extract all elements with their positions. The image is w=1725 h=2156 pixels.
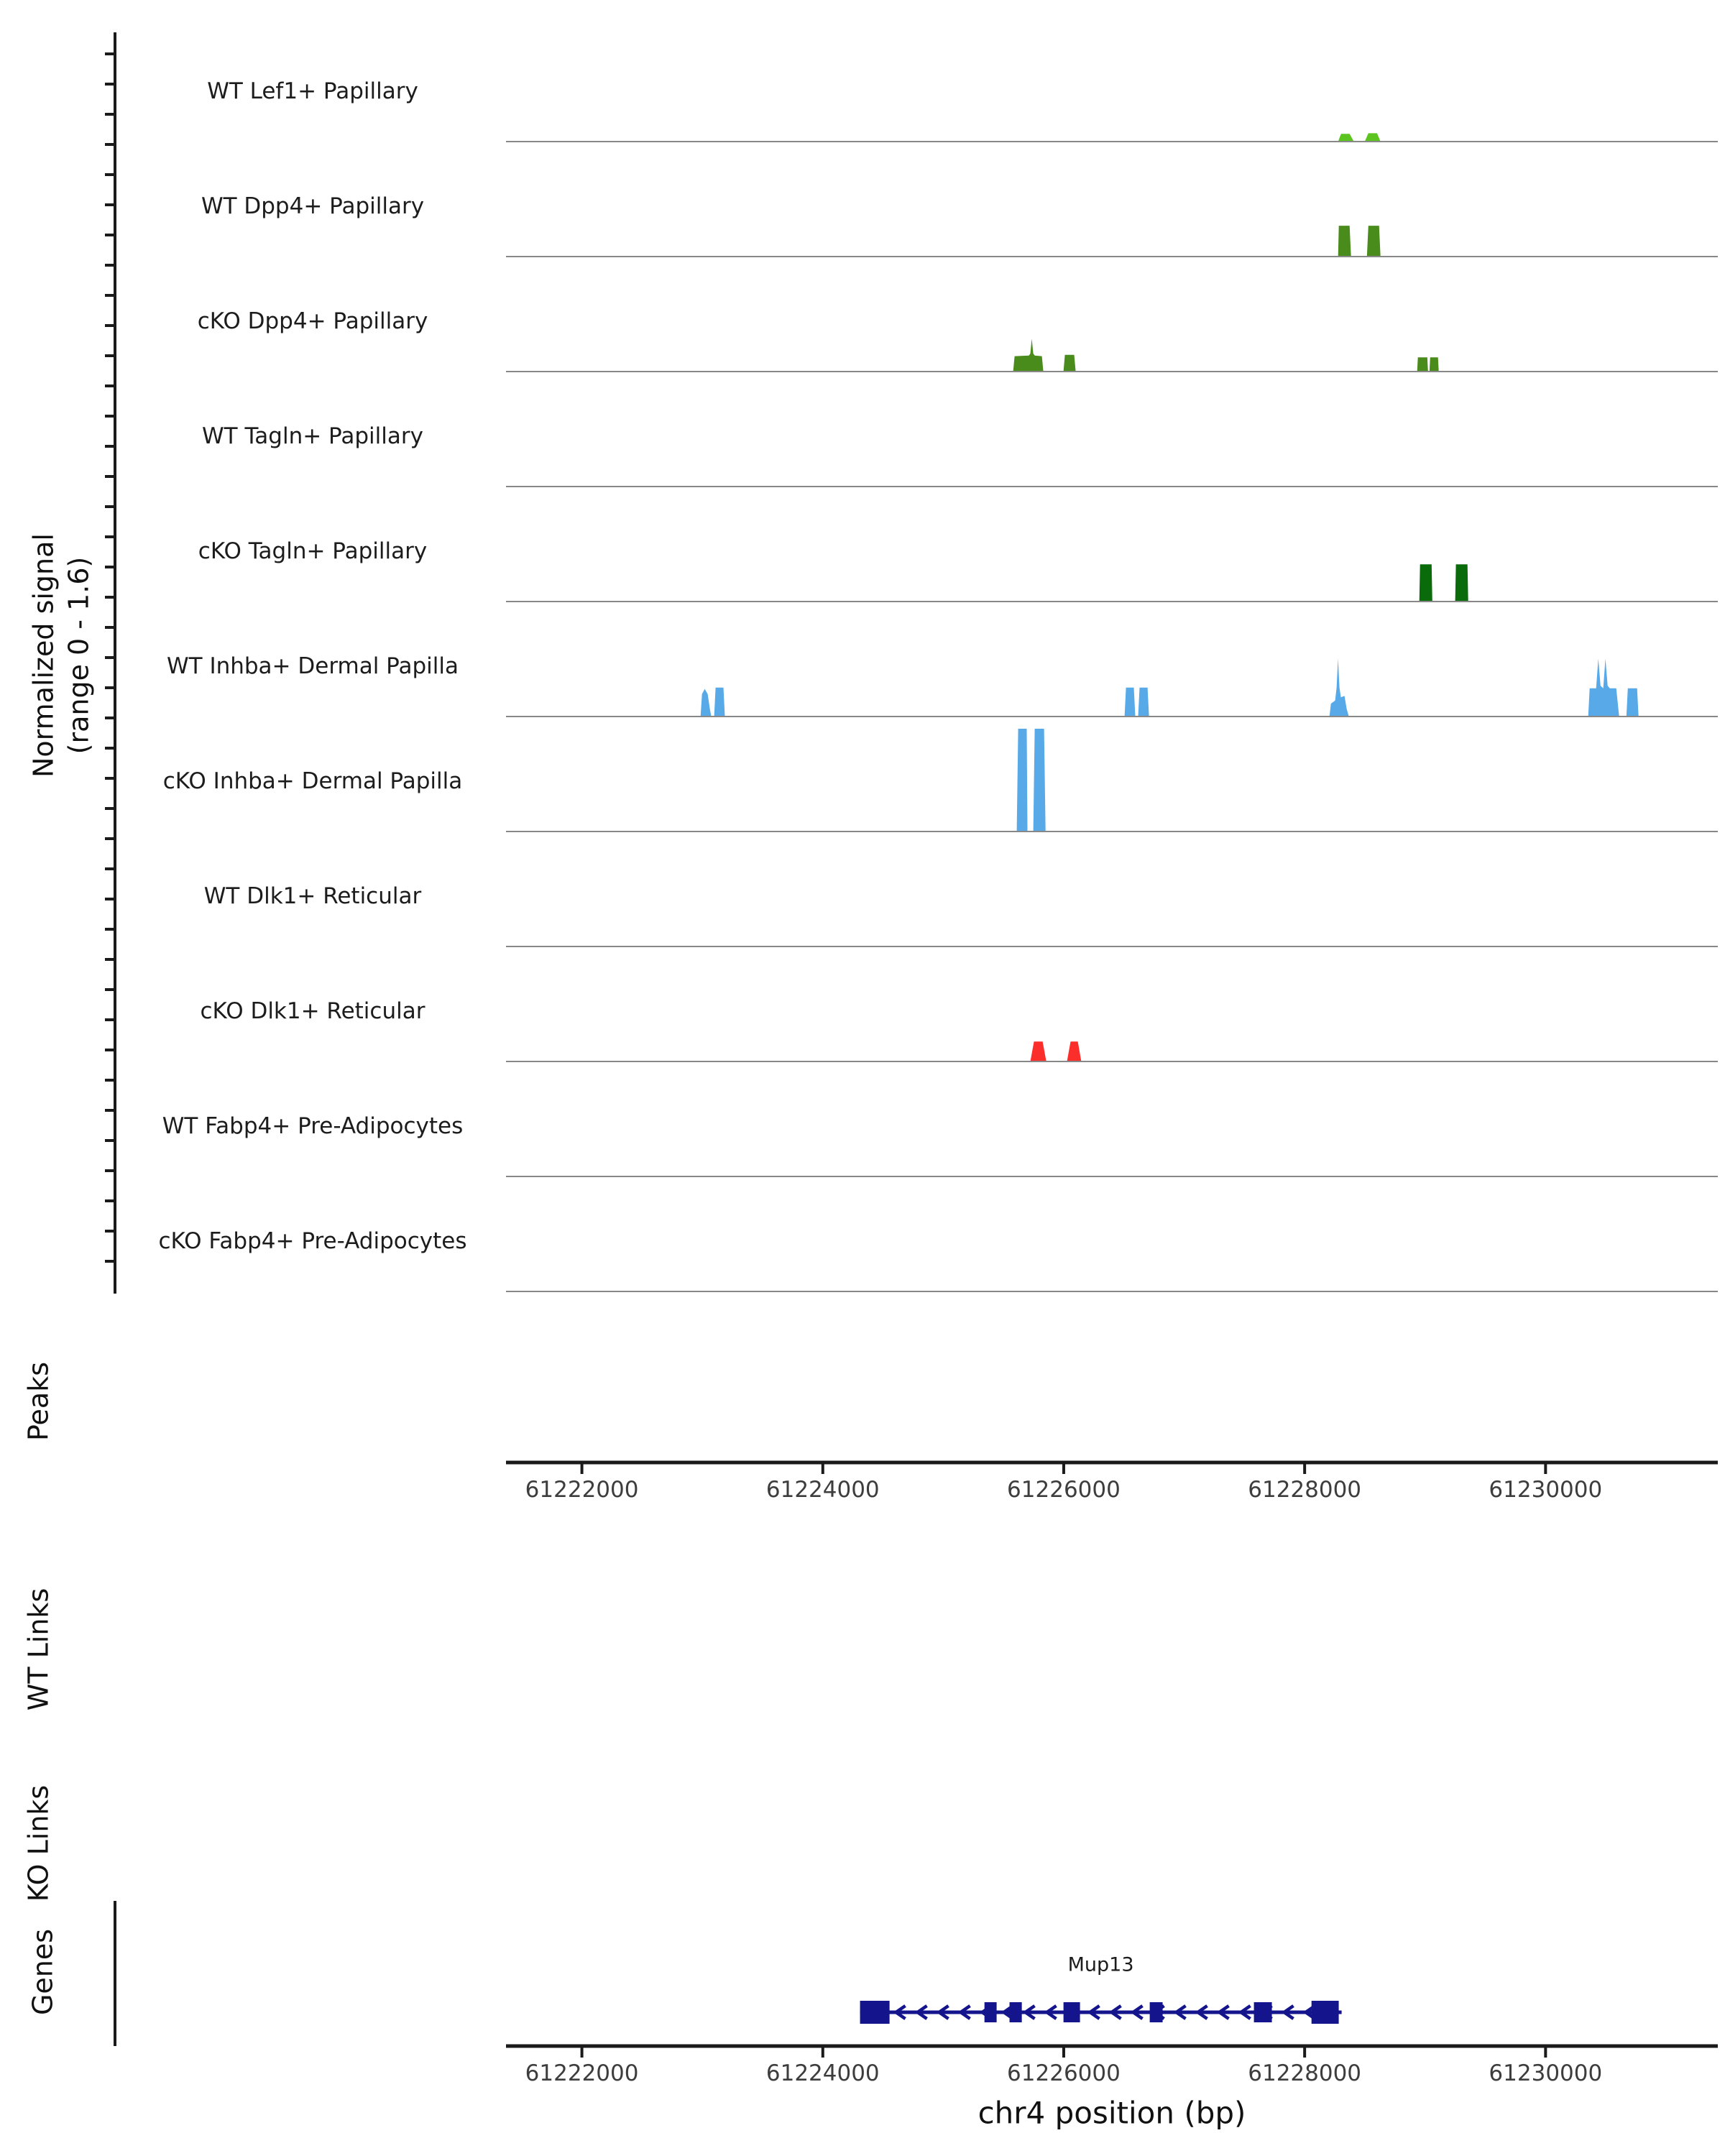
gene-exon	[1010, 2002, 1022, 2022]
bottom-axis-tick-label: 61224000	[765, 2060, 880, 2086]
gene-exon	[1150, 2002, 1163, 2022]
section-label-peaks: Peaks	[22, 1361, 55, 1442]
bottom-axis-tick-label: 61222000	[525, 2060, 639, 2086]
track-label: WT Tagln+ Papillary	[202, 423, 423, 449]
coverage-peak	[1034, 729, 1046, 831]
coverage-peak	[1365, 133, 1381, 142]
coverage-peak	[1013, 338, 1044, 372]
track-label: WT Inhba+ Dermal Papilla	[167, 653, 459, 679]
peaks-axis-tick-label: 61224000	[765, 1477, 880, 1503]
coverage-peak	[1330, 659, 1349, 717]
coverage-peak	[1417, 357, 1428, 372]
peaks-axis-tick-label: 61228000	[1248, 1477, 1362, 1503]
peaks-axis-tick-label: 61230000	[1489, 1477, 1603, 1503]
gene-exon	[1312, 2001, 1339, 2024]
y-axis-title	[27, 533, 98, 778]
gene-exon	[985, 2002, 997, 2022]
bottom-axis-tick-label: 61226000	[1007, 2060, 1121, 2086]
coverage-peak	[701, 689, 712, 717]
coverage-peak	[1455, 564, 1468, 602]
coverage-peak	[1338, 226, 1351, 257]
track-label: WT Lef1+ Papillary	[207, 78, 418, 104]
gene-exon	[1254, 2002, 1272, 2022]
coverage-peak	[1367, 226, 1381, 257]
coverage-peak	[1031, 1041, 1046, 1061]
bottom-axis-tick-label: 61228000	[1248, 2060, 1362, 2086]
coverage-peak	[1017, 729, 1028, 831]
track-label: WT Dlk1+ Reticular	[203, 883, 422, 909]
coverage-peak	[1067, 1041, 1082, 1061]
y-axis-title-line1: Normalized signal	[27, 533, 60, 778]
track-label: cKO Inhba+ Dermal Papilla	[162, 768, 463, 794]
track-label: cKO Dpp4+ Papillary	[197, 308, 428, 334]
coverage-peak	[1420, 564, 1432, 602]
coverage-peak	[1064, 355, 1076, 372]
track-label: WT Dpp4+ Papillary	[201, 193, 425, 219]
coverage-peak	[1125, 688, 1136, 717]
coverage-peak	[1588, 659, 1619, 717]
peaks-axis-tick-label: 61226000	[1007, 1477, 1121, 1503]
gene-exon	[1064, 2002, 1080, 2022]
section-label-genes: Genes	[27, 1928, 59, 2016]
coverage-peak	[1627, 688, 1639, 717]
track-label: cKO Tagln+ Papillary	[198, 538, 428, 564]
track-label: cKO Dlk1+ Reticular	[200, 998, 426, 1024]
coverage-peak	[1138, 688, 1149, 717]
track-label: cKO Fabp4+ Pre-Adipocytes	[158, 1228, 467, 1254]
section-label-wt-links: WT Links	[22, 1588, 55, 1711]
track-label: WT Fabp4+ Pre-Adipocytes	[162, 1113, 464, 1139]
gene-name-label: Mup13	[1067, 1953, 1134, 1976]
coverage-peak	[1338, 134, 1354, 142]
peaks-axis-tick-label: 61222000	[525, 1477, 639, 1503]
bottom-axis-tick-label: 61230000	[1489, 2060, 1603, 2086]
x-axis-title: chr4 position (bp)	[978, 2095, 1246, 2131]
section-label-ko-links: KO Links	[22, 1784, 55, 1902]
y-axis-title-line2: (range 0 - 1.6)	[63, 556, 95, 755]
coverage-peak	[1430, 357, 1439, 372]
gene-exon	[860, 2001, 890, 2024]
coverage-peak	[714, 688, 725, 717]
